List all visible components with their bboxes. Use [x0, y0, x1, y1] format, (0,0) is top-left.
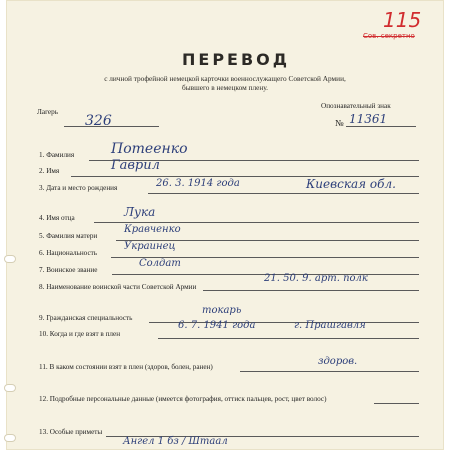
field-9-value: токарь [202, 305, 242, 316]
field-3-place: Киевская обл. [306, 177, 396, 191]
field-3-date: 26. 3. 1914 года [156, 178, 240, 189]
field-11-label: 11. В каком состоянии взят в плен (здоров, болен, ранен) [39, 363, 213, 371]
field-1-value: Потеенко [111, 141, 188, 157]
id-tag-value: 11361 [349, 112, 388, 126]
field-7-label: 7. Воинское звание [39, 266, 98, 274]
field-11-line [240, 371, 419, 372]
field-3-line [148, 193, 419, 194]
field-12-line [374, 403, 419, 404]
field-10-label: 10. Когда и где взят в плен [39, 330, 121, 338]
field-10-line [158, 338, 419, 339]
field-4-value: Лука [124, 205, 156, 219]
document-page [6, 0, 444, 450]
field-2-value: Гаврил [111, 158, 160, 173]
field-6-label: 6. Национальность [39, 249, 98, 257]
field-2-label: 2. Имя [39, 167, 60, 175]
field-9-label: 9. Гражданская специальность [39, 314, 133, 322]
field-7-value: Солдат [139, 258, 181, 269]
id-tag-label: Опознавательный знак [321, 102, 391, 110]
footer-handwriting: Ангел 1 бз / Штаал [123, 436, 228, 447]
field-12-label: 12. Подробные персональные данные (имеется фотография, оттиск пальцев, рост, цвет волос) [39, 395, 327, 403]
field-4-line [94, 222, 419, 223]
field-8-value: 21. 50. 9. арт. полк [264, 273, 368, 284]
field-3-label: 3. Дата и место рождения [39, 184, 118, 192]
field-1-label: 1. Фамилия [39, 151, 75, 159]
punch-hole [4, 384, 16, 392]
camp-label: Лагерь [37, 108, 58, 116]
camp-line [64, 126, 159, 127]
field-13-label: 13. Особые приметы [39, 428, 103, 436]
field-10-place: г. Прашгавля [294, 320, 366, 331]
field-8-label: 8. Наименование воинской части Советской Армии [39, 283, 197, 291]
field-6-value: Украинец [124, 241, 176, 252]
punch-hole [4, 255, 16, 263]
camp-value: 326 [85, 113, 112, 129]
document-number: 115 [383, 8, 422, 32]
field-10-date: 6. 7. 1941 года [178, 320, 256, 331]
document-title: ПЕРЕВОД [182, 50, 291, 69]
subtitle-line-1: с личной трофейной немецкой карточки военнослужащего Советской Армии, [104, 74, 346, 83]
id-tag-prefix: № [335, 118, 344, 128]
field-5-label: 5. Фамилия матери [39, 232, 98, 240]
subtitle-line-2: бывшего в немецком плену. [182, 83, 268, 92]
field-8-line [203, 290, 419, 291]
field-4-label: 4. Имя отца [39, 214, 75, 222]
punch-hole [4, 434, 16, 442]
field-11-value: здоров. [318, 356, 358, 367]
classification-stamp: Сов. секретно [363, 32, 415, 40]
id-tag-line [346, 126, 416, 127]
field-5-value: Кравченко [124, 224, 181, 235]
